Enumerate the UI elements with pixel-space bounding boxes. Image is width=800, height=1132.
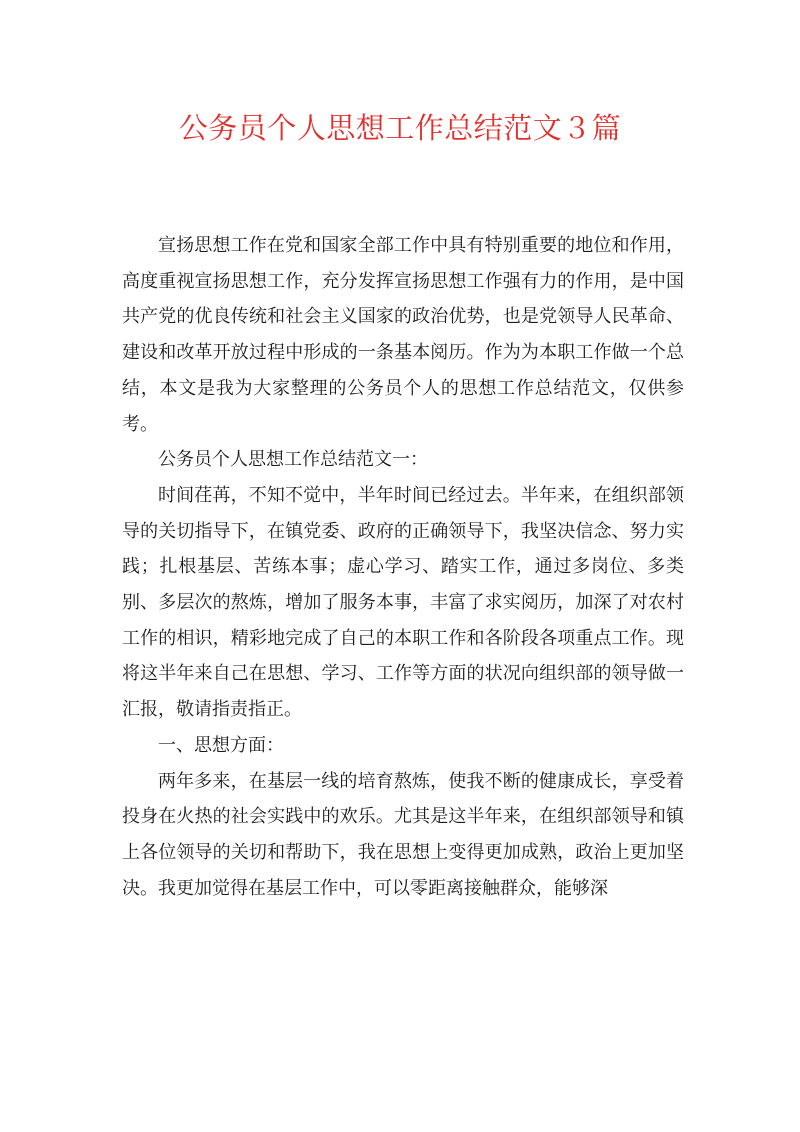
body-paragraph: 两年多来，在基层一线的培育熬炼，使我不断的健康成长，享受着投身在火热的社会实践中的欢乐。尤其是这半年来，在组织部领导和镇上各位领导的关切和帮助下，我在思想上变得更加成熟，政治上更加坚决。我更加觉得在基层工作中，可以零距离接触群众，能够深	[122, 770, 684, 899]
section-heading-sample-one: 公务员个人思想工作总结范文一：	[158, 449, 428, 471]
document-body	[122, 228, 684, 906]
body-paragraph: 时间荏苒，不知不觉中，半年时间已经过去。半年来，在组织部领导的关切指导下，在镇党委、政府的正确领导下，我坚决信念、努力实践；扎根基层、苦练本事；虚心学习、踏实工作，通过多岗位、多类别、多层次的熬炼，增加了服务本事，丰富了求实阅历，加深了对农村工作的相识，精彩地完成了自己的本职工作和各阶段各项重点工作。现将这半年来自己在思想、学习、工作等方面的状况向组织部的领导做一汇报，敬请指责指正。	[122, 484, 684, 721]
intro-paragraph: 宣扬思想工作在党和国家全部工作中具有特别重要的地位和作用，高度重视宣扬思想工作，充分发挥宣扬思想工作强有力的作用，是中国共产党的优良传统和社会主义国家的政治优势，也是党领导人民革命、建设和改革开放过程中形成的一条基本阅历。作为为本职工作做一个总结，本文是我为大家整理的公务员个人的思想工作总结范文，仅供参考。	[122, 235, 684, 435]
document-title: 公务员个人思想工作总结范文３篇	[178, 111, 622, 145]
section-heading-thinking: 一、思想方面：	[158, 734, 284, 756]
